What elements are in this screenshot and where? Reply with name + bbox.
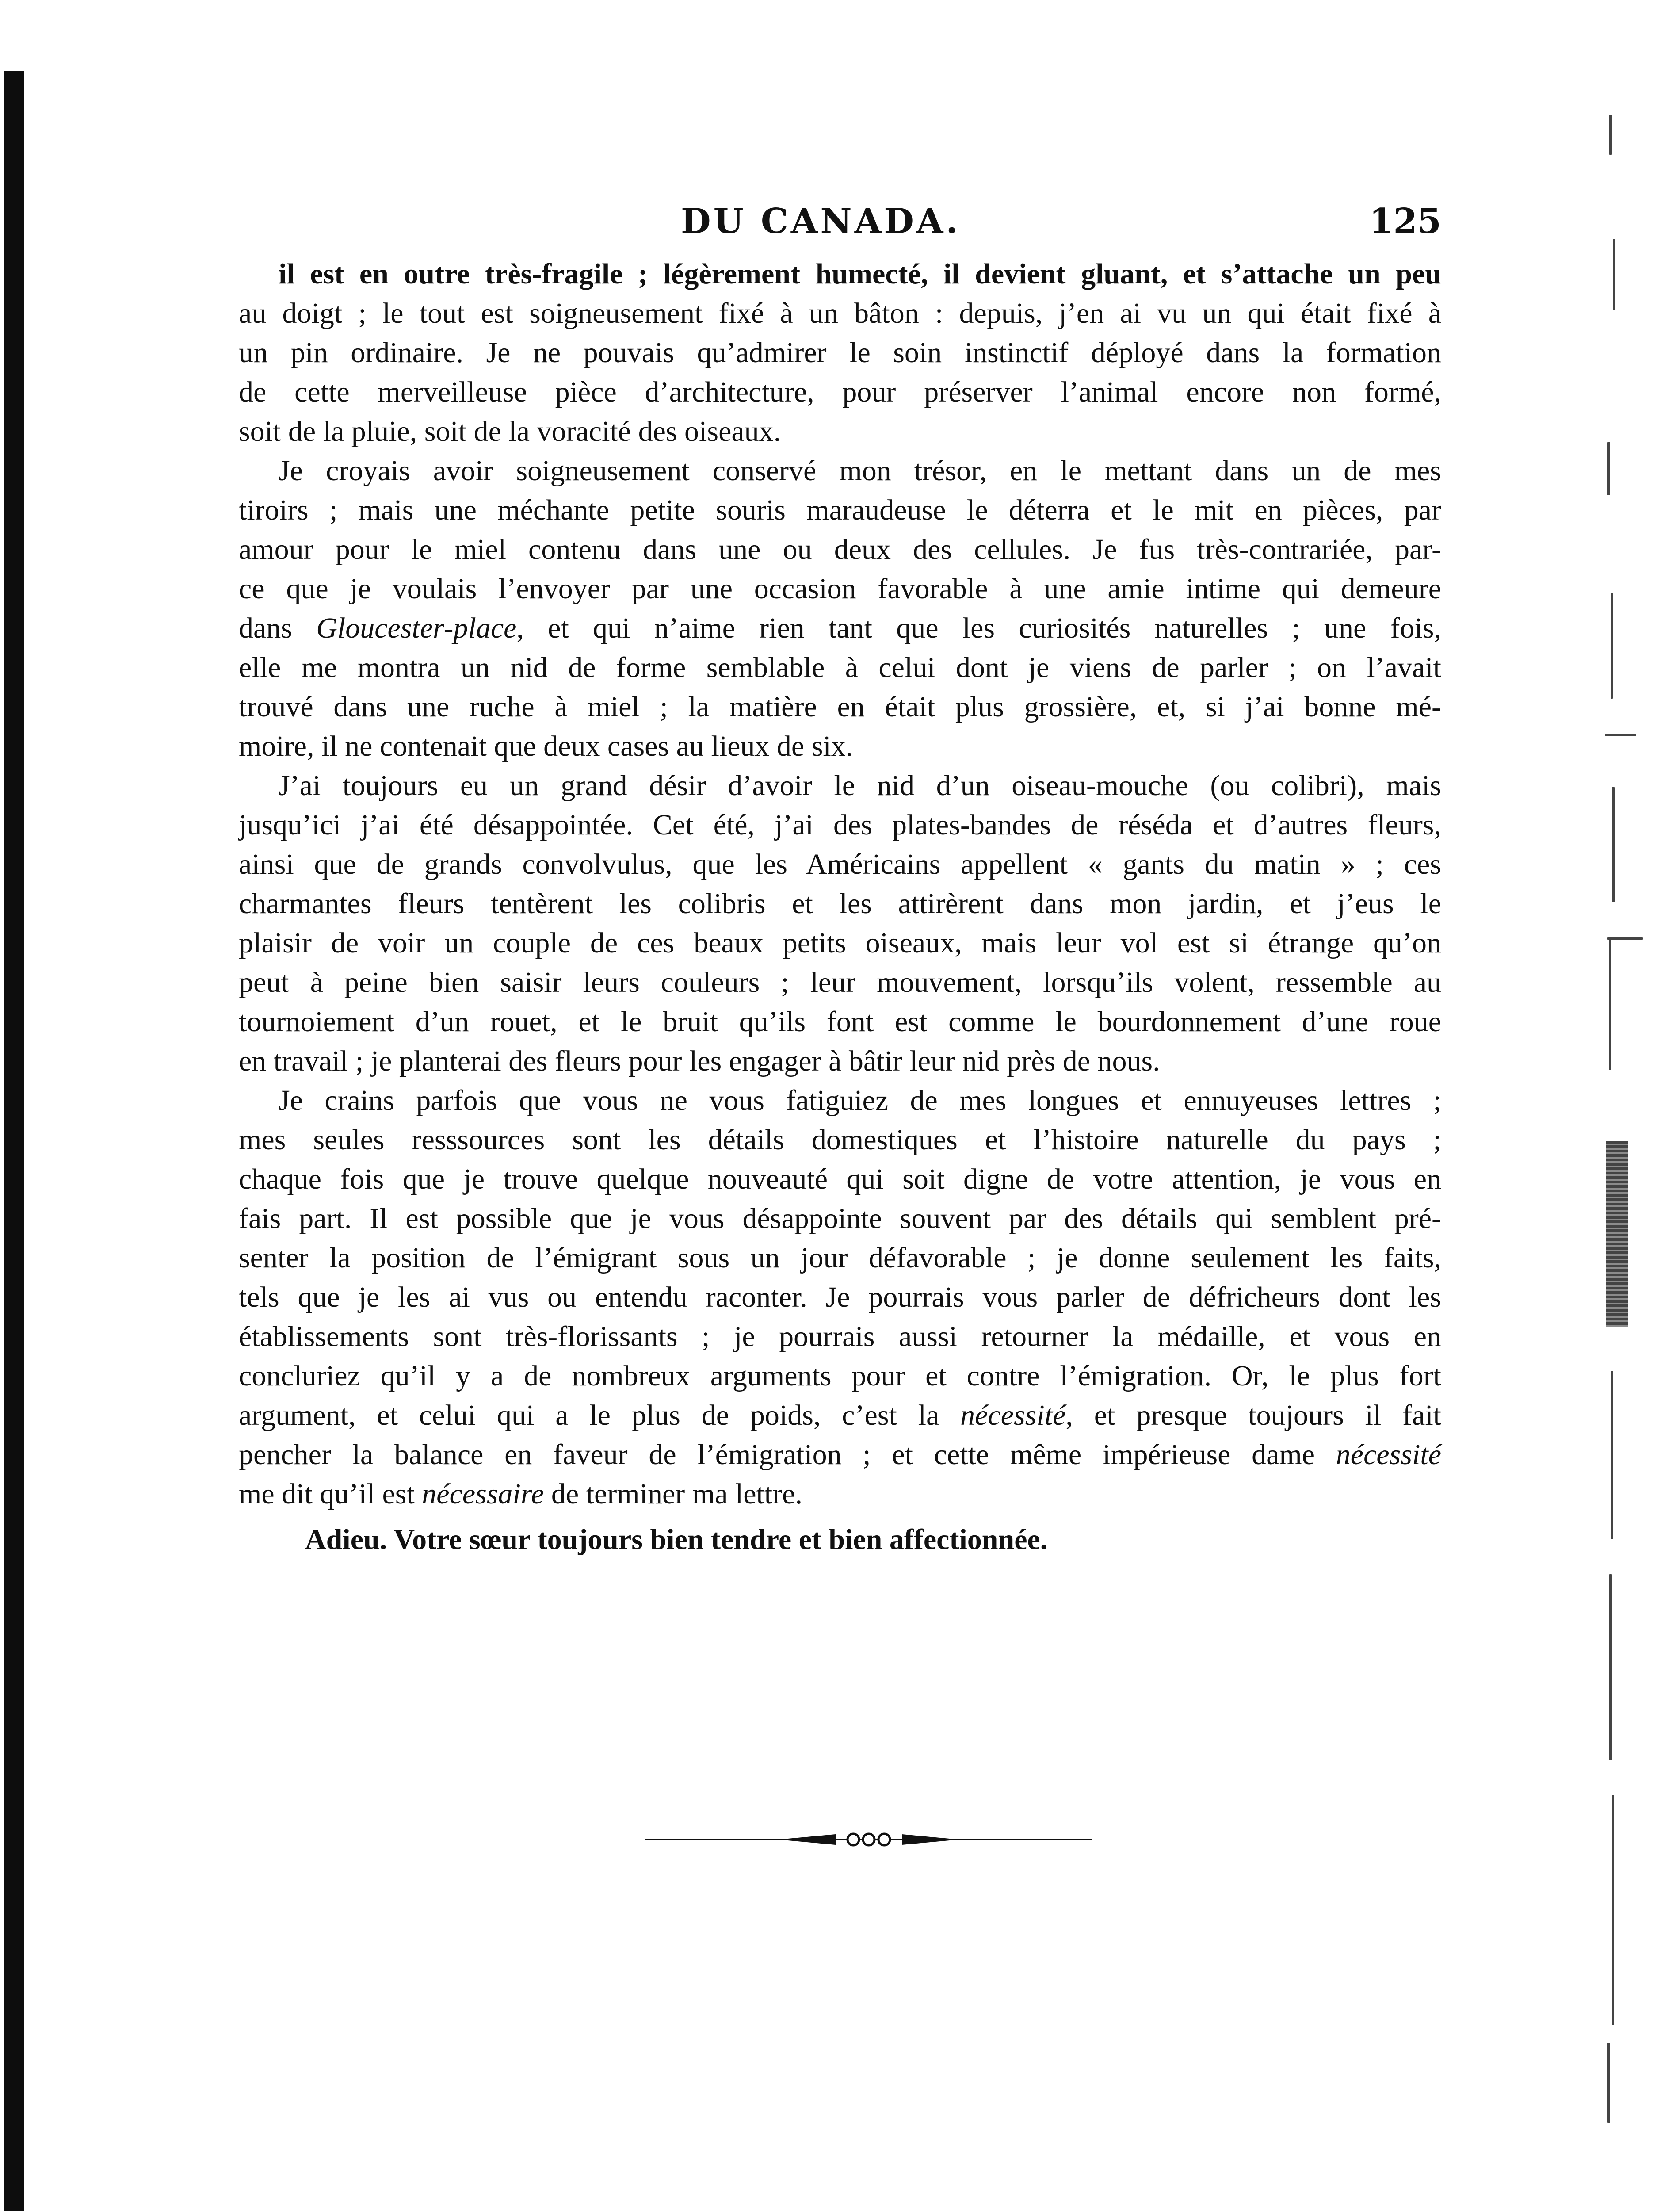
text-line: mes seules resssources sont les détails domestiques et l’histoire naturelle du pays ; [239, 1124, 1441, 1156]
paragraph [239, 766, 1441, 1081]
text-line: me dit qu’il est nécessaire de terminer ma lettre. [239, 1478, 802, 1510]
text-line: soit de la pluie, soit de la voracité des oiseaux. [239, 415, 781, 448]
text-line: argument, et celui qui a le plus de poids, c’est la nécessité, et presque toujours il fait [239, 1399, 1442, 1431]
text-line: dans Gloucester-place, et qui n’aime rien tant que les curiosités naturelles ; une fois, [239, 612, 1441, 644]
tail-ornament [645, 1831, 1092, 1848]
text-line: senter la position de l’émigrant sous un jour défavorable ; je donne seulement les faits, [239, 1242, 1441, 1274]
text-line: chaque fois que je trouve quelque nouveauté qui soit digne de votre attention, je vous en [239, 1163, 1441, 1195]
text-line: ainsi que de grands convolvulus, que les Américains appellent « gants du matin » ; ces [239, 848, 1441, 880]
text-line: trouvé dans une ruche à miel ; la matière en était plus grossière, et, si j’ai bonne mé- [239, 691, 1441, 723]
page-header [239, 201, 1441, 250]
text-line: peut à peine bien saisir leurs couleurs ; leur mouvement, lorsqu’ils volent, ressemble au [239, 966, 1441, 998]
text-line: fais part. Il est possible que je vous désappointe souvent par des détails qui semblent pré- [239, 1202, 1441, 1235]
text-line: elle me montra un nid de forme semblable à celui dont je viens de parler ; on l’avait [239, 651, 1441, 684]
binding-shadow [0, 71, 27, 2211]
text-line: concluriez qu’il y a de nombreux arguments pour et contre l’émigration. Or, le plus fort [239, 1360, 1441, 1392]
text-line: de cette merveilleuse pièce d’architecture, pour préserver l’animal encore non formé, [239, 376, 1441, 408]
text-line: Je crains parfois que vous ne vous fatiguiez de mes longues et ennuyeuses lettres ; [279, 1084, 1441, 1117]
text-line: un pin ordinaire. Je ne pouvais qu’admirer le soin instinctif déployé dans la formation [239, 337, 1441, 369]
text-line: moire, il ne contenait que deux cases au lieux de six. [239, 730, 853, 762]
closing-line: Adieu. Votre sœur toujours bien tendre et bien affectionnée. [305, 1523, 1048, 1556]
text-line: au doigt ; le tout est soigneusement fixé à un bâton : depuis, j’en ai vu un qui était fixé à [239, 297, 1441, 329]
text-line: charmantes fleurs tentèrent les colibris et les attirèrent dans mon jardin, et j’eus le [239, 887, 1441, 920]
text-line: J’ai toujours eu un grand désir d’avoir le nid d’un oiseau-mouche (ou colibri), mais [279, 769, 1441, 802]
text-line: jusqu’ici j’ai été désappointée. Cet été, j’ai des plates-bandes de réséda et d’autres fleurs, [239, 809, 1441, 841]
text-line: plaisir de voir un couple de ces beaux petits oiseaux, mais leur vol est si étrange qu’on [239, 927, 1441, 959]
text-line: établissements sont très-florissants ; je pourrais aussi retourner la médaille, et vous en [239, 1320, 1441, 1353]
page-number: 125 [1369, 201, 1441, 241]
body-text [239, 254, 1441, 1559]
text-line: Je croyais avoir soigneusement conservé mon trésor, en le mettant dans un de mes [279, 455, 1441, 487]
scan-edge-marks [1592, 106, 1627, 2140]
paragraph [239, 254, 1441, 451]
text-line: amour pour le miel contenu dans une ou deux des cellules. Je fus très-contrariée, par- [239, 533, 1441, 566]
text-line: tournoiement d’un rouet, et le bruit qu’ils font est comme le bourdonnement d’une roue [239, 1006, 1441, 1038]
text-line: tels que je les ai vus ou entendu raconter. Je pourrais vous parler de défricheurs dont les [239, 1281, 1441, 1313]
paragraph [239, 1081, 1441, 1514]
text-line: tiroirs ; mais une méchante petite souris maraudeuse le déterra et le mit en pièces, par [239, 494, 1441, 526]
running-title: DU CANADA. [681, 201, 961, 241]
text-line: il est en outre très-fragile ; légèrement humecté, il devient gluant, et s’attache un peu [279, 258, 1441, 290]
text-line: pencher la balance en faveur de l’émigration ; et cette même impérieuse dame nécessité [239, 1438, 1441, 1471]
paragraph [239, 451, 1441, 766]
text-line: en travail ; je planterai des fleurs pour les engager à bâtir leur nid près de nous. [239, 1045, 1160, 1077]
text-line: ce que je voulais l’envoyer par une occasion favorable à une amie intime qui demeure [239, 573, 1441, 605]
